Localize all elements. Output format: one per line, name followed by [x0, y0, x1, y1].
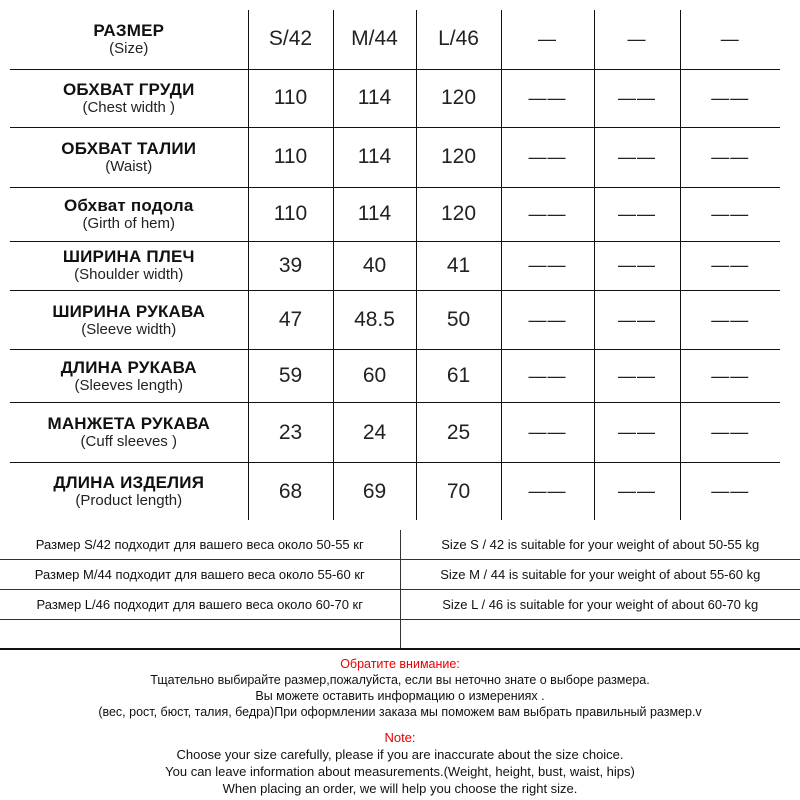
measurement-value: 120	[440, 86, 477, 110]
measurement-label-en: (Girth of hem)	[82, 214, 176, 232]
table-row	[10, 403, 780, 463]
measurement-cell	[248, 290, 333, 349]
measurement-label-en: (Product length)	[75, 492, 183, 510]
measurement-label-en: (Waist)	[105, 157, 153, 175]
measurement-value: 47	[278, 308, 303, 332]
measurement-cell	[594, 69, 680, 127]
size-header-cell	[10, 10, 248, 69]
measurement-label: Обхват подола	[63, 195, 194, 215]
note-line-en: When placing an order, we will help you choose the right size.	[222, 781, 578, 796]
measurement-value: ——	[711, 422, 750, 443]
measurement-value: 23	[278, 420, 303, 444]
table-header-row	[10, 10, 780, 69]
table-row	[10, 187, 780, 241]
measurement-value: ——	[618, 481, 656, 502]
measurement-value: 110	[273, 202, 308, 226]
measurement-cell	[248, 350, 333, 403]
measurement-value: ——	[528, 146, 567, 167]
measurement-cell	[594, 242, 680, 291]
measurement-cell	[333, 242, 416, 291]
measurement-value: ——	[711, 87, 750, 108]
note-line-ru: (вес, рост, бюст, талия, бедра)При оформлении заказа мы поможем вам выбрать правильный размер.v	[98, 705, 702, 719]
measurement-label-en: (Cuff sleeves )	[80, 433, 177, 451]
note-line-en: You can leave information about measurements.(Weight, height, bust, waist, hips)	[165, 764, 635, 779]
table-row	[10, 69, 780, 127]
measurement-cell	[501, 463, 594, 520]
size-header-label: РАЗМЕР	[93, 20, 165, 40]
weight-text-en	[400, 620, 800, 650]
measurement-label-cell	[10, 350, 248, 403]
size-col-label: —	[627, 28, 647, 49]
measurement-value: 48.5	[354, 308, 395, 332]
weight-row	[0, 530, 800, 560]
measurement-value: ——	[711, 146, 750, 167]
weight-text-en: Size L / 46 is suitable for your weight of about 60-70 kg	[400, 590, 800, 620]
weight-text-ru	[0, 620, 400, 650]
size-col-header	[680, 10, 780, 69]
measurement-cell	[248, 403, 333, 463]
weight-text-en: Size M / 44 is suitable for your weight of about 55-60 kg	[400, 560, 800, 590]
size-col-header	[416, 10, 501, 69]
measurement-cell	[680, 350, 780, 403]
measurement-cell	[333, 290, 416, 349]
weight-text-ru: Размер L/46 подходит для вашего веса около 60-70 кг	[0, 590, 400, 620]
size-col-label: M/44	[351, 27, 398, 51]
table-row	[10, 242, 780, 291]
measurement-value: 110	[273, 86, 308, 110]
measurement-cell	[501, 403, 594, 463]
measurement-cell	[416, 403, 501, 463]
measurement-label: ШИРИНА РУКАВА	[52, 301, 206, 321]
measurement-label-en: (Shoulder width)	[74, 266, 184, 284]
measurement-cell	[333, 187, 416, 241]
measurement-cell	[248, 127, 333, 187]
measurement-value: 114	[357, 86, 392, 110]
measurement-cell	[416, 187, 501, 241]
measurement-cell	[248, 242, 333, 291]
measurement-value: 50	[446, 308, 471, 332]
size-col-header	[501, 10, 594, 69]
size-col-label: —	[720, 28, 740, 49]
measurement-value: ——	[528, 422, 567, 443]
notes-section	[0, 656, 800, 797]
note-line-ru: Вы можете оставить информацию о измерениях .	[255, 689, 545, 703]
note-title-ru: Обратите внимание:	[340, 657, 460, 671]
measurement-label-cell	[10, 463, 248, 520]
measurement-value: ——	[618, 422, 656, 443]
measurement-value: 114	[357, 202, 392, 226]
size-col-label: L/46	[438, 27, 479, 51]
note-title-en: Note:	[384, 730, 416, 745]
measurement-value: ——	[528, 87, 567, 108]
measurement-value: ——	[618, 203, 656, 224]
measurement-value: ——	[711, 255, 750, 276]
measurement-value: ——	[528, 203, 567, 224]
measurement-cell	[501, 290, 594, 349]
measurement-label: ШИРИНА ПЛЕЧ	[62, 247, 195, 267]
measurement-cell	[680, 187, 780, 241]
measurement-value: 24	[362, 420, 387, 444]
measurement-label-cell	[10, 242, 248, 291]
measurement-value: ——	[711, 481, 750, 502]
measurement-cell	[416, 242, 501, 291]
measurement-cell	[594, 127, 680, 187]
weight-guide	[0, 530, 800, 649]
size-col-header	[333, 10, 416, 69]
measurement-cell	[416, 350, 501, 403]
weight-text-en: Size S / 42 is suitable for your weight of about 50-55 kg	[400, 530, 800, 560]
measurement-cell	[680, 127, 780, 187]
measurement-value: ——	[618, 309, 656, 330]
measurement-cell	[333, 403, 416, 463]
measurement-value: 120	[440, 145, 477, 169]
measurement-value: 60	[362, 364, 387, 388]
measurement-cell	[594, 463, 680, 520]
measurement-value: ——	[528, 365, 567, 386]
weight-text-ru: Размер S/42 подходит для вашего веса около 50-55 кг	[0, 530, 400, 560]
measurement-label-cell	[10, 69, 248, 127]
measurement-cell	[248, 69, 333, 127]
size-col-label: —	[538, 28, 557, 49]
measurement-value: 25	[446, 420, 471, 444]
measurement-cell	[416, 127, 501, 187]
measurement-cell	[416, 290, 501, 349]
measurement-value: 69	[362, 479, 387, 503]
measurement-label-cell	[10, 127, 248, 187]
measurement-cell	[333, 350, 416, 403]
measurement-value: 61	[446, 364, 471, 388]
measurement-value: ——	[618, 255, 656, 276]
measurement-cell	[680, 69, 780, 127]
measurement-cell	[680, 403, 780, 463]
measurement-value: 40	[362, 253, 387, 277]
measurement-cell	[594, 290, 680, 349]
measurement-value: ——	[618, 146, 656, 167]
measurement-cell	[680, 290, 780, 349]
measurement-value: 114	[357, 145, 392, 169]
measurement-label: ДЛИНА РУКАВА	[60, 357, 197, 377]
measurement-cell	[501, 350, 594, 403]
measurement-label-en: (Sleeve width)	[81, 320, 177, 338]
measurement-cell	[248, 463, 333, 520]
table-row	[10, 350, 780, 403]
weight-row	[0, 560, 800, 590]
measurement-cell	[501, 187, 594, 241]
table-row	[10, 127, 780, 187]
measurement-value: ——	[618, 365, 656, 386]
measurement-label-cell	[10, 290, 248, 349]
measurement-label: ОБХВАТ ГРУДИ	[62, 79, 195, 99]
measurement-cell	[248, 187, 333, 241]
weight-row	[0, 590, 800, 620]
measurement-cell	[594, 187, 680, 241]
measurement-value: ——	[528, 481, 567, 502]
measurement-value: 59	[278, 364, 303, 388]
measurement-cell	[680, 463, 780, 520]
measurement-cell	[333, 69, 416, 127]
measurement-cell	[501, 242, 594, 291]
measurement-value: 41	[446, 253, 471, 277]
measurement-label-en: (Sleeves length)	[74, 376, 183, 394]
measurement-label-cell	[10, 187, 248, 241]
measurement-label-en: (Chest width )	[82, 98, 176, 116]
measurement-cell	[594, 350, 680, 403]
measurement-cell	[594, 403, 680, 463]
measurement-value: 39	[278, 253, 303, 277]
size-header-label-en: (Size)	[109, 39, 149, 57]
measurement-label: ДЛИНА ИЗДЕЛИЯ	[53, 473, 205, 493]
measurement-cell	[501, 69, 594, 127]
weight-text-ru: Размер M/44 подходит для вашего веса около 55-60 кг	[0, 560, 400, 590]
measurement-value: 68	[278, 479, 303, 503]
note-line-ru: Тщательно выбирайте размер,пожалуйста, если вы неточно знате о выборе размера.	[150, 673, 650, 687]
weight-row	[0, 620, 800, 650]
size-col-header	[248, 10, 333, 69]
measurement-cell	[333, 127, 416, 187]
size-col-label: S/42	[268, 27, 313, 51]
measurement-cell	[416, 463, 501, 520]
measurement-value: ——	[711, 203, 750, 224]
measurement-value: ——	[711, 309, 750, 330]
measurement-label-cell	[10, 403, 248, 463]
measurement-cell	[501, 127, 594, 187]
measurement-label: МАНЖЕТА РУКАВА	[47, 414, 211, 434]
measurement-cell	[416, 69, 501, 127]
measurement-value: ——	[618, 87, 656, 108]
measurement-value: ——	[711, 365, 750, 386]
measurement-value: 70	[446, 479, 471, 503]
section-divider	[0, 648, 800, 650]
measurement-cell	[680, 242, 780, 291]
measurement-value: ——	[528, 309, 567, 330]
size-col-header	[594, 10, 680, 69]
table-row	[10, 290, 780, 349]
measurement-value: 110	[273, 145, 308, 169]
table-row	[10, 463, 780, 520]
size-table	[10, 10, 780, 520]
measurement-cell	[333, 463, 416, 520]
measurement-value: 120	[440, 202, 477, 226]
measurement-value: ——	[528, 255, 567, 276]
note-line-en: Choose your size carefully, please if you are inaccurate about the size choice.	[176, 747, 624, 762]
measurement-label: ОБХВАТ ТАЛИИ	[61, 138, 197, 158]
